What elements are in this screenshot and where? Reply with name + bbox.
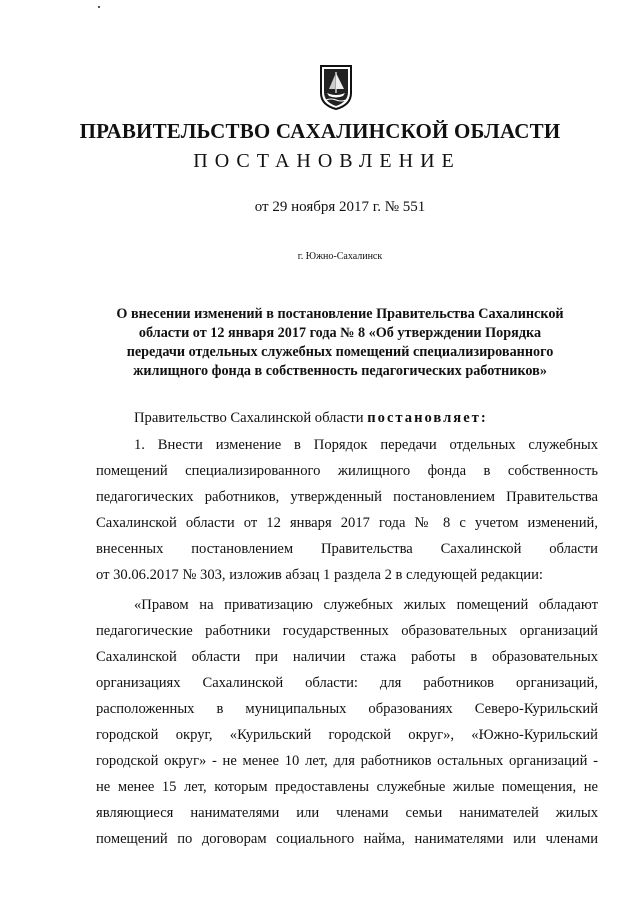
body-line: внесенных постановлением Правительства Сахалинской области <box>96 541 598 557</box>
body-line: помещений по договорам социального найма, нанимателями или членами <box>96 831 598 847</box>
title-line: жилищного фонда в собственность педагогических работников» <box>133 363 547 379</box>
decree-intro <box>134 408 598 428</box>
government-name: ПРАВИТЕЛЬСТВО САХАЛИНСКОЙ ОБЛАСТИ <box>79 119 561 143</box>
date-and-number: от 29 ноября 2017 г. № 551 <box>254 199 426 215</box>
body-line: «Правом на приватизацию служебных жилых помещений обладают <box>134 597 598 613</box>
body-line: помещений специализированного жилищного фонда в собственность <box>96 463 598 479</box>
body-line: педагогических работников, утвержденный постановлением Правительства <box>96 489 598 505</box>
scan-speck <box>98 6 100 8</box>
title-line: области от 12 января 2017 года № 8 «Об утверждении Порядка <box>138 325 542 341</box>
body-line: от 30.06.2017 № 303, изложив абзац 1 раздела 2 в следующей редакции: <box>96 567 543 583</box>
title-line: передачи отдельных служебных помещений специализированного <box>126 344 554 360</box>
body-line: Сахалинской области от 12 января 2017 года № 8 с учетом изменений, <box>96 515 598 531</box>
body-line: педагогические работники государственных образовательных организаций <box>96 623 598 639</box>
body-line: городской округ» - не менее 10 лет, для работников остальных организаций - <box>96 753 598 769</box>
coat-of-arms-emblem <box>318 63 354 111</box>
body-line: Сахалинской области при наличии стажа работы в образовательных <box>96 649 598 665</box>
body-line: являющиеся нанимателями или членами семьи нанимателей жилых <box>96 805 598 821</box>
body-line: городской округ, «Курильский городской округ», «Южно-Курильский <box>96 727 598 743</box>
body-line: не менее 15 лет, которым предоставлены служебные жилые помещения, не <box>96 779 598 795</box>
title-line: О внесении изменений в постановление Правительства Сахалинской <box>116 306 564 322</box>
body-line: расположенных в муниципальных образованиях Северо-Курильский <box>96 701 598 717</box>
body-line: организациях Сахалинской области: для работников организаций, <box>96 675 598 691</box>
document-title <box>105 305 575 381</box>
document-type: ПОСТАНОВЛЕНИЕ <box>193 150 461 172</box>
body-line: 1. Внести изменение в Порядок передачи отдельных служебных <box>134 437 598 453</box>
city: г. Южно-Сахалинск <box>297 251 383 262</box>
intro-verb: постановляет: <box>367 410 488 426</box>
intro-prefix: Правительство Сахалинской области <box>134 410 368 426</box>
